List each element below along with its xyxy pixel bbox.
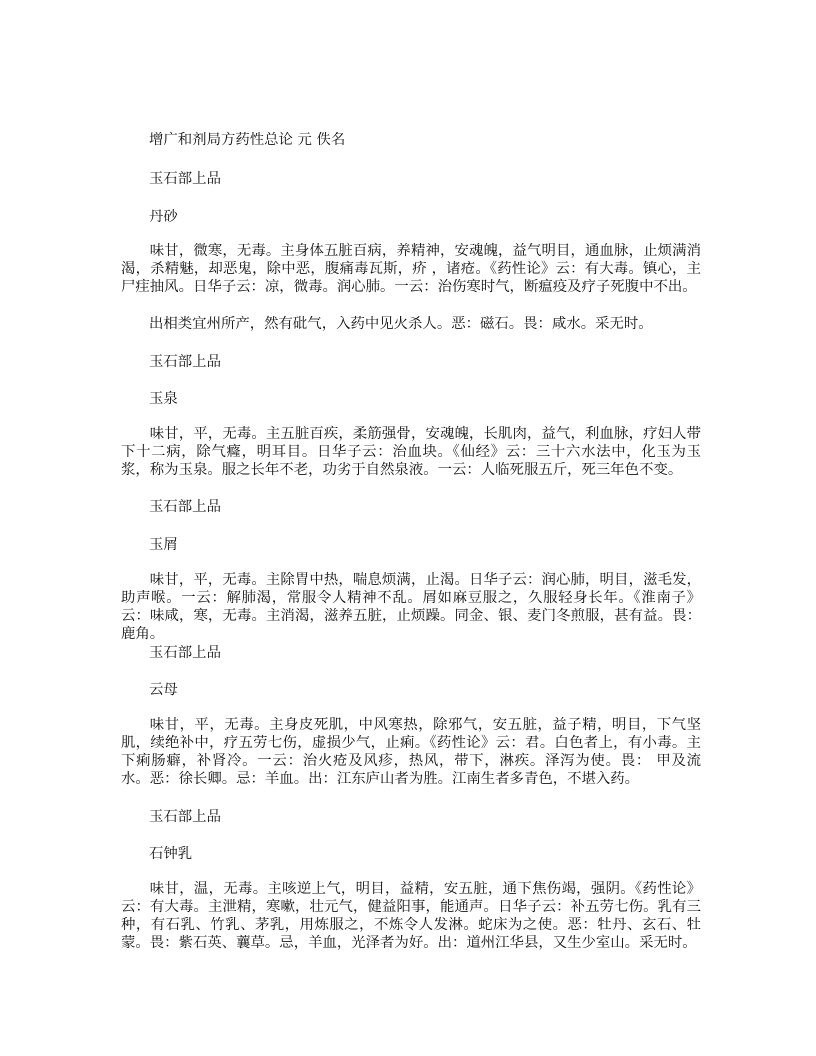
section-category: 玉石部上品 bbox=[149, 354, 221, 370]
document-title: 增广和剂局方药性总论 元 佚名 bbox=[149, 132, 346, 148]
section-paragraph: 味甘，平，无毒。主除胃中热，喘息烦满，止渴。日华子云：润心肺，明目，滋毛发，助声喉。一云：解肺渴，常服令人精神不乱。屑如麻豆服之，久服轻身长年。《淮南子》云：味咸，寒，无毒。主消渴，滋养五脏，止烦躁。同金、银、麦门冬煎服，甚有益。畏：鹿角。 bbox=[121, 572, 701, 642]
section-paragraph: 味甘，平，无毒。主身皮死肌，中风寒热，除邪气，安五脏，益子精，明目，下气坚肌，续绝补中，疗五劳七伤，虚损少气，止痢。《药性论》云：君。白色者上，有小毒。主下痢肠癖，补肾冷。一云：治火疮及风疹，热风，带下，淋疾。泽泻为使。畏： 甲及流水。恶：徐长卿。忌：羊血。出：江东庐山者为胜。江南生者多青色，不堪入药。 bbox=[121, 717, 701, 787]
section-herb-name: 石钟乳 bbox=[149, 846, 193, 862]
section-category: 玉石部上品 bbox=[149, 171, 221, 187]
section-category: 玉石部上品 bbox=[149, 499, 221, 515]
section-paragraph: 味甘，平，无毒。主五脏百疾，柔筋强骨，安魂魄，长肌肉，益气，利血脉，疗妇人带下十二病，除气癃，明耳目。日华子云：治血块。《仙经》云：三十六水法中，化玉为玉浆，称为玉泉。服之长年不老，功劣于自然泉液。一云：人临死服五斤，死三年色不变。 bbox=[121, 426, 701, 478]
section-category: 玉石部上品 bbox=[149, 809, 221, 825]
section-herb-name: 玉屑 bbox=[149, 537, 178, 553]
section-paragraph: 出相类宜州所产，然有砒气，入药中见火杀人。恶：磁石。畏：咸水。采无时。 bbox=[149, 316, 653, 332]
section-paragraph: 味甘，微寒，无毒。主身体五脏百病，养精神，安魂魄，益气明目，通血脉，止烦满消渴，杀精魅，却恶鬼，除中恶，腹痛毒瓦斯，疥 ，诸疮。《药性论》云：有大毒。镇心，主尸疰抽风。日华子云：凉，微毒。润心肺。一云：治伤寒时气，断瘟疫及疗子死腹中不出。 bbox=[121, 243, 701, 295]
section-herb-name: 云母 bbox=[149, 682, 178, 698]
section-herb-name: 玉泉 bbox=[149, 391, 178, 407]
section-paragraph: 味甘，温，无毒。主咳逆上气，明目，益精，安五脏，通下焦伤竭，强阴。《药性论》云：有大毒。主泄精，寒嗽，壮元气，健益阳事，能通声。日华子云：补五劳七伤。乳有三种，有石乳、竹乳、茅乳，用炼服之，不炼令人发淋。蛇床为之使。恶：牡丹、玄石、牡蒙。畏：紫石英、蘘草。忌，羊血，光泽者为好。出：道州江华县，又生少室山。采无时。 bbox=[121, 881, 701, 951]
section-category: 玉石部上品 bbox=[149, 645, 221, 661]
section-herb-name: 丹砂 bbox=[149, 209, 178, 225]
